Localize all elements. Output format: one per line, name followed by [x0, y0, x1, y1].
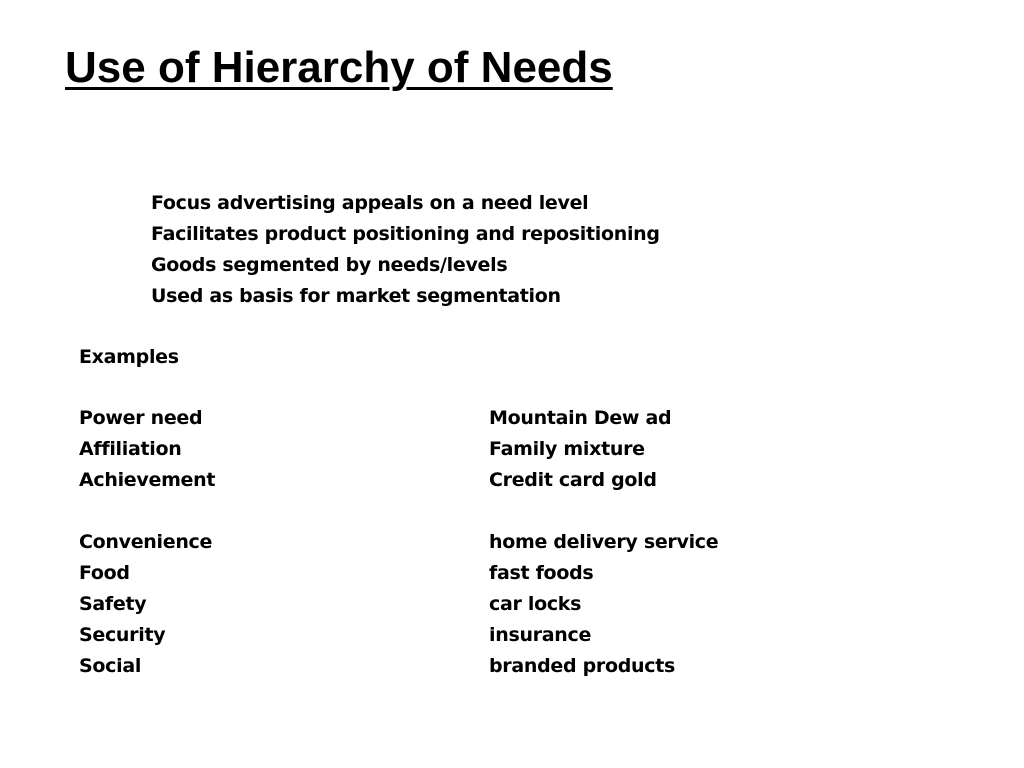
key-point: Facilitates product positioning and repositioning	[151, 223, 660, 245]
example-row	[79, 527, 799, 558]
need-label: Power need	[79, 407, 203, 429]
example-row	[79, 651, 799, 682]
examples-heading: Examples	[79, 346, 179, 368]
key-point: Goods segmented by needs/levels	[151, 254, 508, 276]
example-label: car locks	[489, 593, 582, 615]
need-label: Convenience	[79, 531, 213, 553]
example-label: Family mixture	[489, 438, 645, 460]
example-label: Credit card gold	[489, 469, 657, 491]
example-row	[79, 465, 799, 496]
slide-title: Use of Hierarchy of Needs	[65, 43, 613, 92]
example-row	[79, 434, 799, 465]
example-row	[79, 403, 799, 434]
need-label: Affiliation	[79, 438, 182, 460]
example-label: Mountain Dew ad	[489, 407, 672, 429]
example-label: home delivery service	[489, 531, 719, 553]
example-label: insurance	[489, 624, 592, 646]
key-points-list	[151, 188, 660, 312]
key-point: Focus advertising appeals on a need level	[151, 192, 589, 214]
example-label: fast foods	[489, 562, 594, 584]
example-row	[79, 620, 799, 651]
group-spacer	[79, 496, 799, 527]
key-point: Used as basis for market segmentation	[151, 285, 561, 307]
example-row	[79, 589, 799, 620]
example-row	[79, 558, 799, 589]
examples-table	[79, 403, 799, 682]
need-label: Social	[79, 655, 142, 677]
need-label: Safety	[79, 593, 147, 615]
example-label: branded products	[489, 655, 676, 677]
need-label: Achievement	[79, 469, 216, 491]
need-label: Food	[79, 562, 130, 584]
need-label: Security	[79, 624, 166, 646]
